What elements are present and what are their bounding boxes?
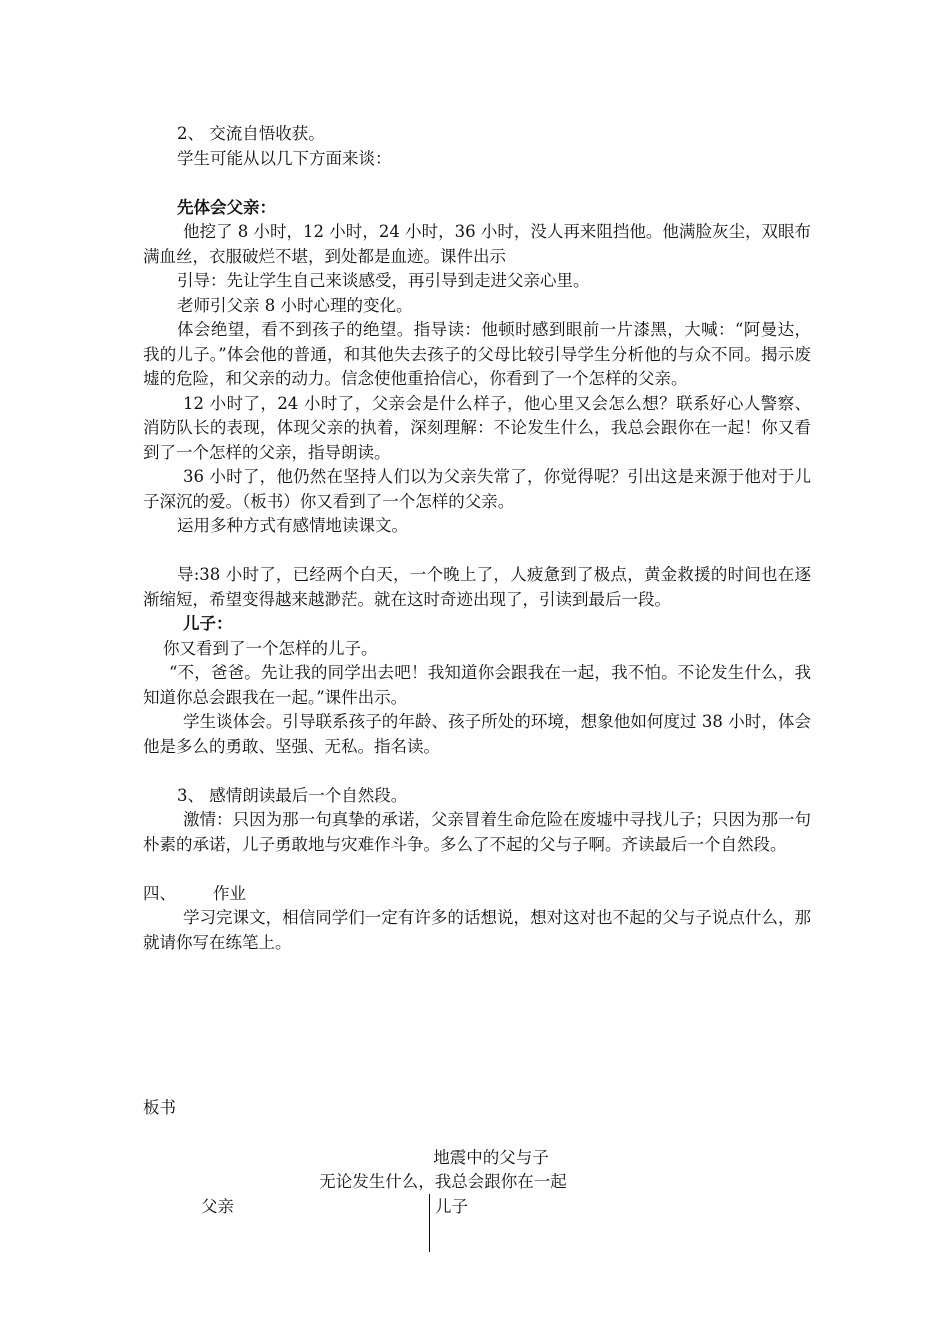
spacer [143, 539, 811, 564]
son-paragraph-2: “不，爸爸。先让我的同学出去吧！我知道你会跟我在一起，我不怕。不论发生什么，我知道你总会跟我在一起。”课件出示。 [143, 663, 811, 707]
father-paragraph-4: 体会绝望，看不到孩子的绝望。指导读：他顿时感到眼前一片漆黑，大喊：“阿曼达，我的儿子。”体会他的普通，和其他失去孩子的父母比较引导学生分析他的与众不同。揭示废墟的危险，和父亲的动力。信念使他重拾信心，你看到了一个怎样的父亲。 [143, 320, 811, 388]
section-3-paragraph: 激情：只因为那一句真挚的承诺，父亲冒着生命危险在废墟中寻找儿子；只因为那一句朴素的承诺，儿子勇敢地与灾难作斗争。多么了不起的父与子啊。齐读最后一个自然段。 [143, 810, 811, 854]
section-4-title: 作业 [213, 883, 246, 903]
guide-paragraph: 导:38 小时了，已经两个白天，一个晚上了，人疲惫到了极点，黄金救援的时间也在逐渐缩短，希望变得越来越渺茫。就在这时奇迹出现了，引读到最后一段。 [143, 565, 811, 609]
father-paragraph-2: 引导：先让学生自己来谈感受，再引导到走进父亲心里。 [177, 271, 590, 290]
father-paragraph-1: 他挖了 8 小时，12 小时，24 小时，36 小时，没人再来阻挡他。他满脸灰尘，双眼布满血丝，衣服破烂不堪，到处都是血迹。课件出示 [143, 222, 811, 266]
board-divider-line [429, 1194, 430, 1252]
son-paragraph-3: 学生谈体会。引导联系孩子的年龄、孩子所处的环境，想象他如何度过 38 小时，体会他是多么的勇敢、坚强、无私。指名读。 [143, 712, 811, 756]
spacer [143, 857, 811, 882]
board-right-son: 儿子 [435, 1197, 468, 1216]
section-3-heading: 3、 感情朗读最后一个自然段。 [177, 785, 408, 805]
father-section-title: 先体会父亲： [177, 197, 276, 217]
document-body [143, 122, 811, 955]
spacer [143, 171, 811, 196]
section-4-number: 四、 [143, 883, 176, 903]
section-2-intro: 学生可能从以几下方面来谈： [177, 148, 392, 168]
section-2-heading: 2、 交流自悟收获。 [177, 124, 325, 143]
father-paragraph-6: 36 小时了，他仍然在坚持人们以为父亲失常了，你觉得呢？引出这是来源于他对于儿子深沉的爱。（板书）你又看到了一个怎样的父亲。 [143, 467, 811, 511]
board-title: 地震中的父与子 [433, 1148, 549, 1167]
father-paragraph-5: 12 小时了，24 小时了，父亲会是什么样子，他心里又会怎么想？联系好心人警察、消防队长的表现，体现父亲的执着，深刻理解：不论发生什么，我总会跟你在一起！你又看到了一个怎样的父亲，指导朗读。 [143, 393, 811, 462]
section-4-heading [143, 882, 811, 907]
spacer [143, 759, 811, 784]
board-label: 板书 [143, 1098, 176, 1117]
section-4-paragraph: 学习完课文，相信同学们一定有许多的话想说，想对这对也不起的父与子说点什么，那就请你写在练笔上。 [143, 908, 811, 952]
father-paragraph-7: 运用多种方式有感情地读课文。 [177, 516, 408, 535]
board-left-father: 父亲 [201, 1197, 234, 1216]
son-section-title: 儿子： [183, 614, 233, 633]
son-paragraph-1: 你又看到了一个怎样的儿子。 [163, 638, 378, 658]
board-subtitle: 无论发生什么，我总会跟你在一起 [319, 1172, 567, 1191]
father-paragraph-3: 老师引父亲 8 小时心理的变化。 [177, 295, 413, 315]
